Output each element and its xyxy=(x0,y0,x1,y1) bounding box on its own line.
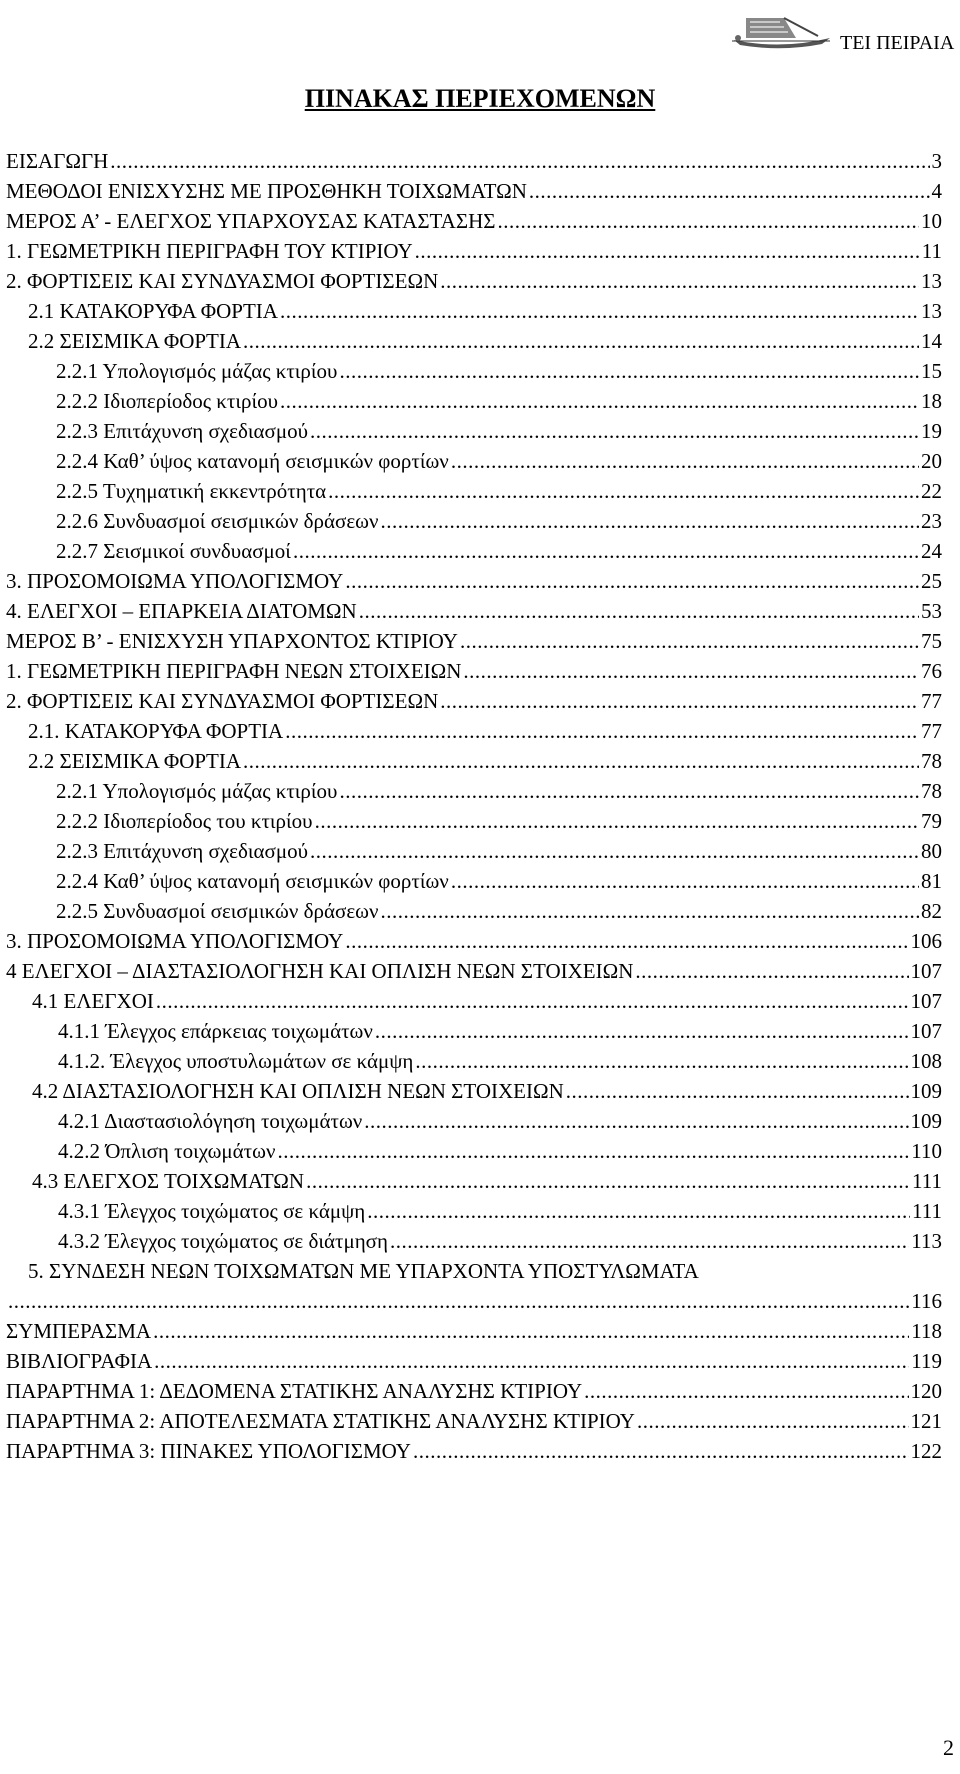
toc-entry[interactable] xyxy=(6,266,942,296)
toc-entry-leader xyxy=(529,176,930,206)
toc-entry-leader xyxy=(364,1106,908,1136)
toc-entry-page: 10 xyxy=(921,209,942,233)
toc-entry[interactable] xyxy=(6,1136,942,1166)
toc-entry-label: 2.2.5 Συνδυασμοί σεισμικών δράσεων xyxy=(56,899,379,923)
toc-entry[interactable] xyxy=(6,956,942,986)
toc-entry-page: 25 xyxy=(921,569,942,593)
toc-entry-leader xyxy=(380,896,919,926)
toc-entry-page: 20 xyxy=(921,449,942,473)
toc-entry-page: 121 xyxy=(910,1409,942,1433)
toc-entry-leader xyxy=(310,836,919,866)
toc-entry-wrapped-page[interactable] xyxy=(6,1286,942,1316)
toc-entry-label: 4. ΕΛΕΓΧΟΙ – ΕΠΑΡΚΕΙΑ ΔΙΑΤΟΜΩΝ xyxy=(6,599,357,623)
toc-entry[interactable] xyxy=(6,896,942,926)
toc-entry[interactable] xyxy=(6,746,942,776)
toc-entry-page: 111 xyxy=(912,1199,942,1223)
toc-entry-leader xyxy=(566,1076,909,1106)
toc-entry-leader xyxy=(413,1436,909,1466)
toc-entry-label: ΜΕΡΟΣ Α’ - ΕΛΕΓΧΟΣ ΥΠΑΡΧΟΥΣΑΣ ΚΑΤΑΣΤΑΣΗΣ xyxy=(6,209,496,233)
toc-entry-page: 107 xyxy=(910,1019,942,1043)
toc-entry-leader xyxy=(635,956,908,986)
toc-entry-page: 13 xyxy=(921,269,942,293)
toc-entry-label: 4.3.1 Έλεγχος τοιχώματος σε κάμψη xyxy=(58,1199,366,1223)
page-header xyxy=(0,10,960,60)
ship-logo-icon xyxy=(726,10,836,50)
toc-entry[interactable] xyxy=(6,806,942,836)
toc-entry-label: 2.1 ΚΑΤΑΚΟΡΥΦΑ ΦΟΡΤΙΑ xyxy=(28,299,278,323)
toc-entry-page: 19 xyxy=(921,419,942,443)
toc-entry-leader xyxy=(154,1346,909,1376)
toc-entry[interactable] xyxy=(6,776,942,806)
toc-entry[interactable] xyxy=(6,926,942,956)
toc-entry-label: 4.2.2 Όπλιση τοιχωμάτων xyxy=(58,1139,276,1163)
toc-entry[interactable] xyxy=(6,206,942,236)
toc-entry-page: 18 xyxy=(921,389,942,413)
toc-entry-leader xyxy=(110,146,929,176)
toc-entry-leader xyxy=(310,416,919,446)
toc-entry-leader xyxy=(156,986,909,1016)
toc-entry[interactable] xyxy=(6,446,942,476)
toc-entry[interactable] xyxy=(6,416,942,446)
toc-entry-label: 4.2 ΔΙΑΣΤΑΣΙΟΛΟΓΗΣΗ ΚΑΙ ΟΠΛΙΣΗ ΝΕΩΝ ΣΤΟΙΧΕΙΩΝ xyxy=(32,1079,564,1103)
toc-entry-page: 109 xyxy=(910,1109,942,1133)
toc-entry-label: ΠΑΡΑΡΤΗΜΑ 2: ΑΠΟΤΕΛΕΣΜΑΤΑ ΣΤΑΤΙΚΗΣ ΑΝΑΛΥΣΗΣ ΚΤΙΡΙΟΥ xyxy=(6,1409,635,1433)
toc-entry-leader xyxy=(584,1376,908,1406)
toc-entry[interactable] xyxy=(6,506,942,536)
toc-entry-label: 4.2.1 Διαστασιολόγηση τοιχωμάτων xyxy=(58,1109,363,1133)
toc-entry-page: 82 xyxy=(921,899,942,923)
toc-entry-leader xyxy=(315,806,919,836)
toc-entry-leader xyxy=(460,626,919,656)
toc-entry[interactable] xyxy=(6,986,942,1016)
toc-entry-page: 11 xyxy=(921,239,942,263)
toc-entry-label: 4.1 ΕΛΕΓΧΟΙ xyxy=(32,989,154,1013)
toc-entry[interactable] xyxy=(6,1046,942,1076)
toc-entry-page: 14 xyxy=(921,329,942,353)
toc-entry-label: ΕΙΣΑΓΩΓΗ xyxy=(6,149,109,173)
toc-entry-page: 15 xyxy=(921,359,942,383)
toc-entry-label: ΜΕΘΟΔΟΙ ΕΝΙΣΧΥΣΗΣ ΜΕ ΠΡΟΣΘΗΚΗ ΤΟΙΧΩΜΑΤΩΝ xyxy=(6,179,527,203)
toc-entry-page: 107 xyxy=(910,959,942,983)
toc-entry-wrapped-label[interactable] xyxy=(6,1256,942,1286)
toc-entry-leader xyxy=(280,296,919,326)
toc-entry-leader xyxy=(359,596,919,626)
toc-entry-label: 4.1.2. Έλεγχος υποστυλωμάτων σε κάμψη xyxy=(58,1049,414,1073)
toc-entry-leader xyxy=(390,1226,909,1256)
toc-entry-page: 75 xyxy=(921,629,942,653)
toc-entry[interactable] xyxy=(6,1376,942,1406)
toc-entry-page: 111 xyxy=(912,1169,942,1193)
toc-entry-leader xyxy=(367,1196,910,1226)
toc-entry[interactable] xyxy=(6,146,942,176)
toc-entry-leader xyxy=(345,926,908,956)
toc-entry-leader xyxy=(415,236,920,266)
toc-entry-label: 2.2.1 Υπολογισμός μάζας κτιρίου xyxy=(56,359,338,383)
toc-entry-leader xyxy=(339,356,919,386)
toc-entry-label: 2.2.2 Ιδιοπερίοδος του κτιρίου xyxy=(56,809,313,833)
toc-entry-label: 3. ΠΡΟΣΟΜΟΙΩΜΑ ΥΠΟΛΟΓΙΣΜΟΥ xyxy=(6,929,344,953)
toc-entry-label: 1. ΓΕΩΜΕΤΡΙΚΗ ΠΕΡΙΓΡΑΦΗ ΤΟΥ ΚΤΙΡΙΟΥ xyxy=(6,239,413,263)
table-of-contents xyxy=(6,146,942,1466)
toc-entry-leader xyxy=(153,1316,909,1346)
toc-entry-label: 2.2.3 Επιτάχυνση σχεδιασμού xyxy=(56,839,309,863)
toc-entry-page: 81 xyxy=(921,869,942,893)
page-number: 2 xyxy=(943,1735,954,1760)
toc-entry-leader xyxy=(637,1406,909,1436)
toc-entry-page: 110 xyxy=(911,1139,942,1163)
toc-entry-leader xyxy=(451,866,919,896)
toc-entry-leader xyxy=(415,1046,908,1076)
toc-entry-label: 2.2.1 Υπολογισμός μάζας κτιρίου xyxy=(56,779,338,803)
toc-entry[interactable] xyxy=(6,1016,942,1046)
toc-entry-label: 2. ΦΟΡΤΙΣΕΙΣ ΚΑΙ ΣΥΝΔΥΑΣΜΟΙ ΦΟΡΤΙΣΕΩΝ xyxy=(6,689,439,713)
toc-entry-label: 4.1.1 Έλεγχος επάρκειας τοιχωμάτων xyxy=(58,1019,373,1043)
toc-entry-leader xyxy=(497,206,919,236)
toc-entry-leader xyxy=(440,266,919,296)
toc-entry-leader xyxy=(293,536,919,566)
toc-entry[interactable] xyxy=(6,386,942,416)
toc-entry-label: 5. ΣΥΝΔΕΣΗ ΝΕΩΝ ΤΟΙΧΩΜΑΤΩΝ ΜΕ ΥΠΑΡΧΟΝΤΑ ΥΠΟΣΤΥΛΩΜΑΤΑ xyxy=(28,1259,699,1283)
toc-entry[interactable] xyxy=(6,686,942,716)
toc-entry[interactable] xyxy=(6,1166,942,1196)
toc-entry[interactable] xyxy=(6,596,942,626)
toc-entry-label: ΒΙΒΛΙΟΓΡΑΦΙΑ xyxy=(6,1349,153,1373)
toc-entry-page: 113 xyxy=(911,1229,942,1253)
toc-entry-page: 53 xyxy=(921,599,942,623)
toc-entry[interactable] xyxy=(6,566,942,596)
toc-entry[interactable] xyxy=(6,1316,942,1346)
toc-entry[interactable] xyxy=(6,476,942,506)
toc-entry-leader xyxy=(345,566,919,596)
toc-entry-label: 2.2.3 Επιτάχυνση σχεδιασμού xyxy=(56,419,309,443)
toc-entry[interactable] xyxy=(6,716,942,746)
toc-entry-page: 79 xyxy=(921,809,942,833)
toc-entry-label: 3. ΠΡΟΣΟΜΟΙΩΜΑ ΥΠΟΛΟΓΙΣΜΟΥ xyxy=(6,569,344,593)
toc-entry-leader xyxy=(375,1016,909,1046)
toc-entry[interactable] xyxy=(6,866,942,896)
toc-entry-leader xyxy=(243,326,919,356)
toc-entry-label: 2.2 ΣΕΙΣΜΙΚΑ ΦΟΡΤΙΑ xyxy=(28,329,242,353)
toc-entry-page: 118 xyxy=(911,1319,942,1343)
toc-entry-page: 107 xyxy=(910,989,942,1013)
toc-entry[interactable] xyxy=(6,536,942,566)
toc-entry-page: 80 xyxy=(921,839,942,863)
toc-entry-label: 4.3.2 Έλεγχος τοιχώματος σε διάτμηση xyxy=(58,1229,388,1253)
toc-entry-page: 22 xyxy=(921,479,942,503)
toc-entry[interactable] xyxy=(6,1436,942,1466)
toc-entry-leader xyxy=(440,686,919,716)
toc-entry-leader xyxy=(451,446,919,476)
toc-entry-leader xyxy=(306,1166,910,1196)
toc-entry[interactable] xyxy=(6,1406,942,1436)
toc-entry-label: 2.1. ΚΑΤΑΚΟΡΥΦΑ ΦΟΡΤΙΑ xyxy=(28,719,284,743)
toc-entry-leader xyxy=(285,716,919,746)
toc-entry-label: ΣΥΜΠΕΡΑΣΜΑ xyxy=(6,1319,152,1343)
toc-entry[interactable] xyxy=(6,236,942,266)
toc-entry-page: 24 xyxy=(921,539,942,563)
toc-entry-label: ΠΑΡΑΡΤΗΜΑ 3: ΠΙΝΑΚΕΣ ΥΠΟΛΟΓΙΣΜΟΥ xyxy=(6,1439,411,1463)
toc-entry[interactable] xyxy=(6,176,942,206)
toc-entry[interactable] xyxy=(6,1346,942,1376)
toc-entry-label: 2.2.2 Ιδιοπερίοδος κτιρίου xyxy=(56,389,278,413)
toc-entry-leader xyxy=(280,386,919,416)
toc-entry[interactable] xyxy=(6,1106,942,1136)
toc-entry[interactable] xyxy=(6,836,942,866)
toc-entry[interactable] xyxy=(6,356,942,386)
toc-entry-label: 4 ΕΛΕΓΧΟΙ – ΔΙΑΣΤΑΣΙΟΛΟΓΗΣΗ ΚΑΙ ΟΠΛΙΣΗ ΝΕΩΝ ΣΤΟΙΧΕΙΩΝ xyxy=(6,959,634,983)
toc-entry-label: 2.2.6 Συνδυασμοί σεισμικών δράσεων xyxy=(56,509,379,533)
toc-entry[interactable] xyxy=(6,1226,942,1256)
toc-entry-page: 76 xyxy=(921,659,942,683)
toc-entry-page: 78 xyxy=(921,749,942,773)
toc-entry-label: 2.2.4 Καθ’ ύψος κατανομή σεισμικών φορτίων xyxy=(56,869,449,893)
toc-entry[interactable] xyxy=(6,656,942,686)
toc-entry-page: 78 xyxy=(921,779,942,803)
toc-entry-label: 1. ΓΕΩΜΕΤΡΙΚΗ ΠΕΡΙΓΡΑΦΗ ΝΕΩΝ ΣΤΟΙΧΕΙΩΝ xyxy=(6,659,462,683)
institution-name: ΤΕΙ ΠΕΙΡΑΙΑ xyxy=(840,32,955,54)
toc-entry-leader xyxy=(277,1136,909,1166)
toc-entry-leader xyxy=(463,656,919,686)
toc-entry-leader xyxy=(243,746,919,776)
toc-entry-page: 108 xyxy=(910,1049,942,1073)
toc-entry-label: 4.3 ΕΛΕΓΧΟΣ ΤΟΙΧΩΜΑΤΩΝ xyxy=(32,1169,305,1193)
toc-entry[interactable] xyxy=(6,626,942,656)
toc-entry-page: 13 xyxy=(921,299,942,323)
toc-entry-page: 3 xyxy=(931,149,942,173)
toc-entry-label: ΜΕΡΟΣ Β’ - ΕΝΙΣΧΥΣΗ ΥΠΑΡΧΟΝΤΟΣ ΚΤΙΡΙΟΥ xyxy=(6,629,458,653)
toc-entry-label: 2.2.5 Τυχηματική εκκεντρότητα xyxy=(56,479,327,503)
toc-entry-label: 2.2.4 Καθ’ ύψος κατανομή σεισμικών φορτίων xyxy=(56,449,449,473)
toc-entry[interactable] xyxy=(6,1196,942,1226)
toc-entry-label: 2.2 ΣΕΙΣΜΙΚΑ ΦΟΡΤΙΑ xyxy=(28,749,242,773)
toc-entry-leader xyxy=(8,1286,909,1316)
toc-entry-leader xyxy=(380,506,919,536)
toc-entry-page: 109 xyxy=(910,1079,942,1103)
toc-entry-page: 106 xyxy=(910,929,942,953)
toc-entry-label: 2.2.7 Σεισμικοί συνδυασμοί xyxy=(56,539,291,563)
toc-entry-leader xyxy=(339,776,919,806)
toc-entry-label: ΠΑΡΑΡΤΗΜΑ 1: ΔΕΔΟΜΕΝΑ ΣΤΑΤΙΚΗΣ ΑΝΑΛΥΣΗΣ ΚΤΙΡΙΟΥ xyxy=(6,1379,583,1403)
page-title: ΠΙΝΑΚΑΣ ΠΕΡΙΕΧΟΜΕΝΩΝ xyxy=(304,84,656,113)
toc-entry-page: 77 xyxy=(921,689,942,713)
toc-entry[interactable] xyxy=(6,326,942,356)
toc-entry-page: 119 xyxy=(911,1349,942,1373)
toc-entry-page: 23 xyxy=(921,509,942,533)
toc-entry-page: 116 xyxy=(911,1289,942,1313)
toc-entry-page: 4 xyxy=(931,179,942,203)
toc-entry[interactable] xyxy=(6,296,942,326)
toc-entry-label: 2. ΦΟΡΤΙΣΕΙΣ ΚΑΙ ΣΥΝΔΥΑΣΜΟΙ ΦΟΡΤΙΣΕΩΝ xyxy=(6,269,439,293)
toc-entry-page: 77 xyxy=(921,719,942,743)
toc-entry-leader xyxy=(328,476,919,506)
toc-entry-page: 120 xyxy=(910,1379,942,1403)
toc-entry-page: 122 xyxy=(910,1439,942,1463)
toc-entry[interactable] xyxy=(6,1076,942,1106)
